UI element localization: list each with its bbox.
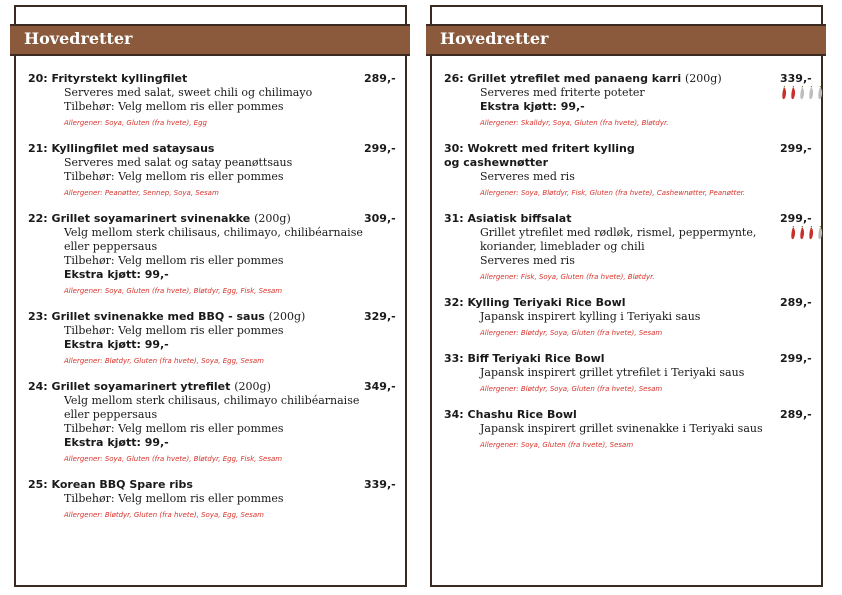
dish-title xyxy=(444,72,754,86)
dish-name: 22: Grillet soyamarinert svinenakke xyxy=(28,212,251,225)
dish-title xyxy=(444,408,754,422)
menu-item xyxy=(444,142,814,198)
allergen-info: Allergener: Bløtdyr, Soya, Gluten (fra hvete), Sesam xyxy=(480,385,663,393)
dish-name: 26: Grillet ytrefilet med panaeng karri xyxy=(444,72,682,85)
dish-title xyxy=(444,212,754,226)
allergen-info: Allergener: Fisk, Soya, Gluten (fra hvete), Bløtdyr. xyxy=(480,273,655,281)
chili-hot-icon xyxy=(798,226,806,240)
allergen-info: Allergener: Bløtdyr, Gluten (fra hvete), Soya, Egg, Sesam xyxy=(64,511,264,519)
menu-item xyxy=(444,408,814,450)
allergen-info: Allergener: Peanøtter, Sennep, Soya, Sesam xyxy=(64,189,219,197)
dish-title xyxy=(28,212,338,226)
dish-name: 20: Frityrstekt kyllingfilet xyxy=(28,72,188,85)
dish-title xyxy=(28,72,338,86)
menu-item xyxy=(28,142,398,198)
chili-hot-icon xyxy=(807,226,815,240)
dish-name: 25: Korean BBQ Spare ribs xyxy=(28,478,193,491)
dish-description: Velg mellom sterk chilisaus, chilimayo, chilibéarnaise xyxy=(64,226,363,239)
dish-weight: (200g) xyxy=(685,72,722,85)
chili-hot-icon xyxy=(789,86,797,100)
extra-meat-price: Ekstra kjøtt: 99,- xyxy=(64,268,169,281)
allergen-info: Allergener: Soya, Gluten (fra hvete), Bløtdyr, Egg, Fisk, Sesam xyxy=(64,455,283,463)
dish-price: 339,- xyxy=(780,72,812,85)
dish-price: 299,- xyxy=(780,142,812,155)
allergen-info: Allergener: Bløtdyr, Soya, Gluten (fra hvete), Sesam xyxy=(480,329,663,337)
extra-meat-price: Ekstra kjøtt: 99,- xyxy=(64,436,169,449)
dish-description: Tilbehør: Velg mellom ris eller pommes xyxy=(64,422,284,435)
dish-description: Serveres med ris xyxy=(480,170,575,183)
allergen-info: Allergener: Soya, Gluten (fra hvete), Bløtdyr, Egg, Fisk, Sesam xyxy=(64,287,283,295)
dish-description: Serveres med ris xyxy=(480,254,575,267)
chili-mild-icon xyxy=(816,86,824,100)
dish-description: Tilbehør: Velg mellom ris eller pommes xyxy=(64,492,284,505)
dish-name: 24: Grillet soyamarinert ytrefilet xyxy=(28,380,231,393)
dish-title xyxy=(28,478,338,492)
dish-description: koriander, limeblader og chili xyxy=(480,240,645,253)
chili-rating xyxy=(780,86,824,100)
menu-item xyxy=(28,310,398,366)
dish-title xyxy=(444,296,754,310)
dish-name-cont: og cashewnøtter xyxy=(444,156,548,169)
allergen-info: Allergener: Soya, Gluten (fra hvete), Egg xyxy=(64,119,207,127)
menu-item xyxy=(444,352,814,394)
dish-description: eller peppersaus xyxy=(64,240,158,253)
dish-description: Serveres med salat og satay peanøttsaus xyxy=(64,156,293,169)
section-header xyxy=(426,24,826,56)
dish-description: Japansk inspirert grillet ytrefilet i Teriyaki saus xyxy=(480,366,745,379)
menu-item xyxy=(444,212,814,282)
section-title: Hovedretter xyxy=(440,29,549,48)
dish-title xyxy=(28,142,338,156)
allergen-info: Allergener: Soya, Gluten (fra hvete), Sesam xyxy=(480,441,634,449)
dish-price: 299,- xyxy=(780,212,812,225)
dish-description: Tilbehør: Velg mellom ris eller pommes xyxy=(64,324,284,337)
dish-weight: (200g) xyxy=(254,212,291,225)
dish-name: 34: Chashu Rice Bowl xyxy=(444,408,577,421)
chili-hot-icon xyxy=(789,226,797,240)
dish-title xyxy=(444,142,754,170)
dish-description: eller peppersaus xyxy=(64,408,158,421)
dish-description: Serveres med friterte poteter xyxy=(480,86,645,99)
dish-name: 33: Biff Teriyaki Rice Bowl xyxy=(444,352,605,365)
dish-price: 339,- xyxy=(364,478,396,491)
dish-price: 329,- xyxy=(364,310,396,323)
dish-description: Serveres med salat, sweet chili og chilimayo xyxy=(64,86,313,99)
dish-description: Tilbehør: Velg mellom ris eller pommes xyxy=(64,254,284,267)
dish-description: Japansk inspirert grillet svinenakke i Teriyaki saus xyxy=(480,422,763,435)
dish-name: 21: Kyllingfilet med sataysaus xyxy=(28,142,215,155)
dish-price: 289,- xyxy=(364,72,396,85)
dish-name: 23: Grillet svinenakke med BBQ - saus xyxy=(28,310,265,323)
allergen-info: Allergener: Skalldyr, Soya, Gluten (fra hvete), Bløtdyr. xyxy=(480,119,669,127)
chili-mild-icon xyxy=(807,86,815,100)
menu-item xyxy=(28,478,398,520)
dish-name: 32: Kylling Teriyaki Rice Bowl xyxy=(444,296,626,309)
dish-name: 30: Wokrett med fritert kylling xyxy=(444,142,635,155)
menu-panel-left xyxy=(14,5,407,587)
dish-price: 299,- xyxy=(780,352,812,365)
menu-item xyxy=(28,72,398,128)
section-title: Hovedretter xyxy=(24,29,133,48)
dish-price: 289,- xyxy=(780,296,812,309)
menu-list xyxy=(28,72,398,534)
dish-description: Grillet ytrefilet med rødløk, rismel, peppermynte, xyxy=(480,226,757,239)
chili-hot-icon xyxy=(780,86,788,100)
extra-meat-price: Ekstra kjøtt: 99,- xyxy=(64,338,169,351)
dish-price: 289,- xyxy=(780,408,812,421)
dish-price: 349,- xyxy=(364,380,396,393)
dish-name: 31: Asiatisk biffsalat xyxy=(444,212,572,225)
extra-meat-price: Ekstra kjøtt: 99,- xyxy=(480,100,585,113)
dish-weight: (200g) xyxy=(234,380,271,393)
dish-description: Tilbehør: Velg mellom ris eller pommes xyxy=(64,170,284,183)
dish-title xyxy=(28,310,338,324)
dish-title xyxy=(28,380,338,394)
menu-panel-right xyxy=(430,5,823,587)
dish-weight: (200g) xyxy=(268,310,306,323)
section-header xyxy=(10,24,410,56)
dish-description: Tilbehør: Velg mellom ris eller pommes xyxy=(64,100,284,113)
chili-mild-icon xyxy=(816,226,824,240)
dish-price: 309,- xyxy=(364,212,396,225)
menu-item xyxy=(444,72,814,128)
dish-price: 299,- xyxy=(364,142,396,155)
menu-item xyxy=(444,296,814,338)
chili-mild-icon xyxy=(798,86,806,100)
menu-item xyxy=(28,212,398,296)
chili-rating xyxy=(789,226,824,240)
allergen-info: Allergener: Soya, Bløtdyr, Fisk, Gluten (fra hvete), Cashewnøtter, Peanøtter. xyxy=(480,189,746,197)
menu-item xyxy=(28,380,398,464)
dish-title xyxy=(444,352,754,366)
allergen-info: Allergener: Bløtdyr, Gluten (fra hvete), Soya, Egg, Sesam xyxy=(64,357,264,365)
dish-description: Velg mellom sterk chilisaus, chilimayo chilibéarnaise xyxy=(64,394,360,407)
menu-list xyxy=(444,72,814,464)
dish-description: Japansk inspirert kylling i Teriyaki saus xyxy=(480,310,701,323)
